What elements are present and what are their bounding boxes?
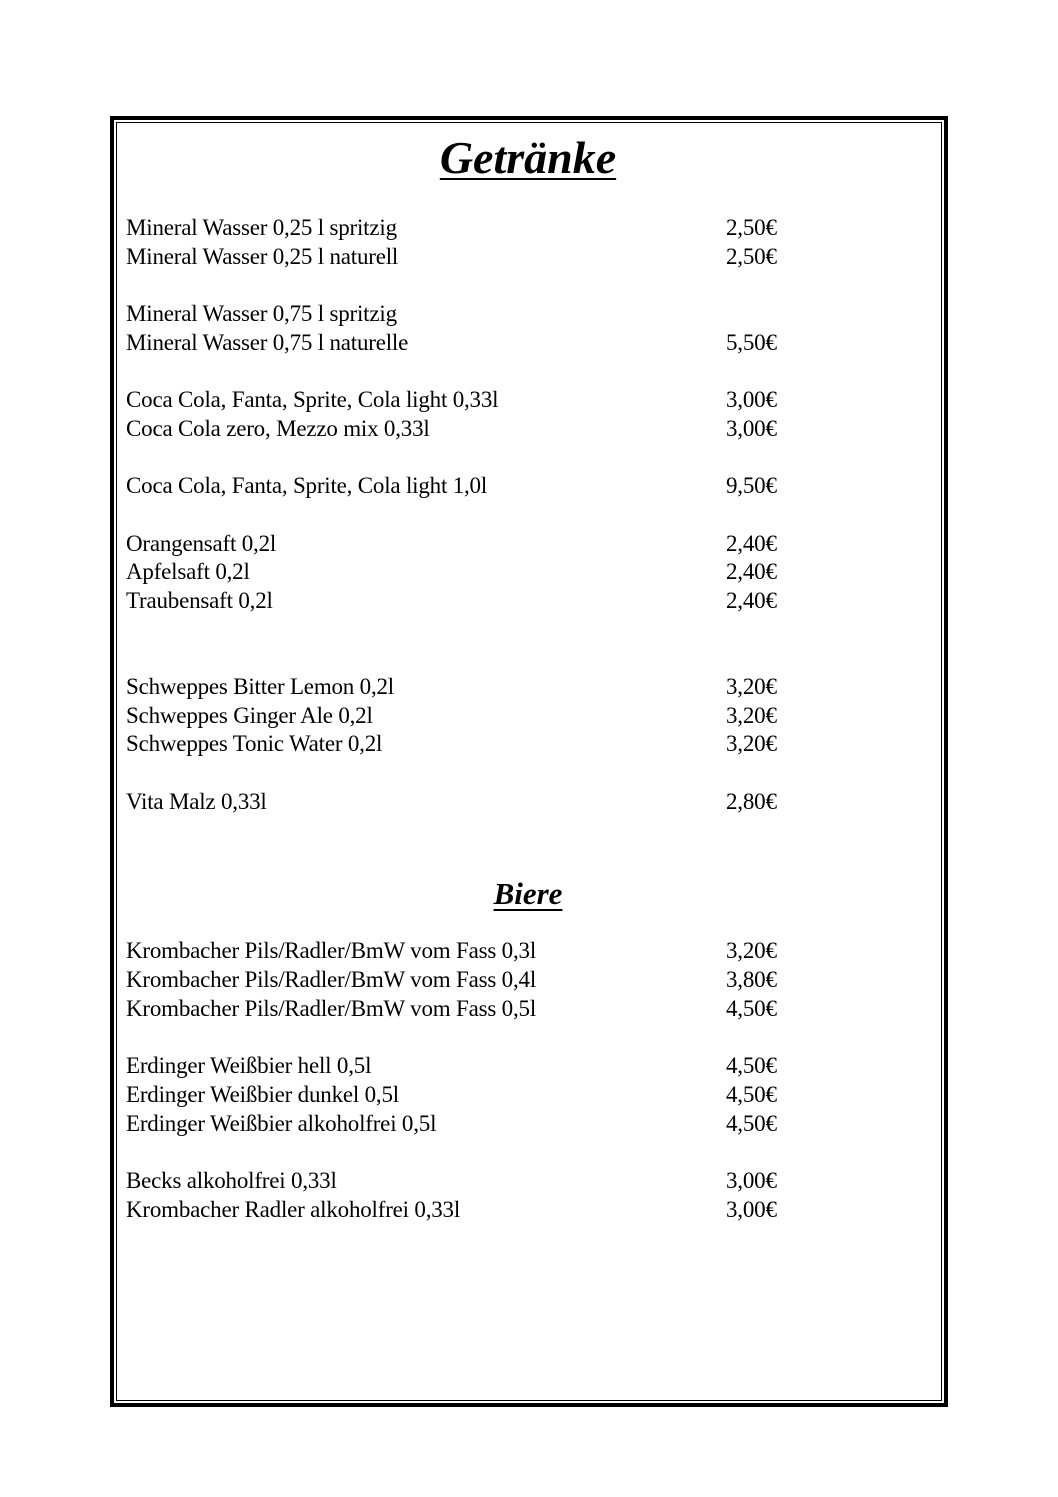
item-name: Schweppes Bitter Lemon 0,2l <box>126 674 394 700</box>
item-price: 3,20€ <box>726 938 777 964</box>
item-name: Erdinger Weißbier alkoholfrei 0,5l <box>126 1110 437 1136</box>
menu-item <box>126 1110 826 1139</box>
beers-title: Biere <box>493 876 563 912</box>
menu-item <box>126 587 826 616</box>
item-price: 3,20€ <box>726 674 777 700</box>
spacer <box>126 189 826 214</box>
item-name: Apfelsaft 0,2l <box>126 559 250 585</box>
drinks-group <box>126 472 826 501</box>
item-price: 9,50€ <box>726 473 777 499</box>
item-name: Krombacher Pils/Radler/BmW vom Fass 0,4l <box>126 967 537 993</box>
item-price: 3,20€ <box>726 702 777 728</box>
menu-item <box>126 386 826 415</box>
item-name: Erdinger Weißbier dunkel 0,5l <box>126 1081 399 1107</box>
item-name: Mineral Wasser 0,25 l spritzig <box>126 215 397 240</box>
menu-item <box>126 995 826 1024</box>
drinks-group <box>126 530 826 616</box>
menu-item <box>126 415 826 444</box>
menu-item <box>126 788 826 817</box>
menu-item <box>126 300 826 329</box>
item-price: 4,50€ <box>726 1053 777 1079</box>
item-price: 3,20€ <box>726 731 777 757</box>
item-name: Krombacher Radler alkoholfrei 0,33l <box>126 1196 461 1222</box>
spacer <box>126 501 826 530</box>
item-name: Coca Cola, Fanta, Sprite, Cola light 1,0l <box>126 473 488 499</box>
menu-item <box>126 558 826 587</box>
item-price: 3,80€ <box>726 967 777 993</box>
item-name: Krombacher Pils/Radler/BmW vom Fass 0,3l <box>126 938 537 964</box>
drinks-group <box>126 214 826 271</box>
item-name: Becks alkoholfrei 0,33l <box>126 1167 337 1193</box>
item-price: 3,00€ <box>726 1167 777 1193</box>
drinks-title: Getränke <box>439 132 617 183</box>
menu-item <box>126 214 826 243</box>
item-price: 4,50€ <box>726 1081 777 1107</box>
spacer <box>126 816 826 874</box>
item-price: 2,80€ <box>726 788 777 814</box>
item-price: 2,50€ <box>726 215 777 240</box>
item-price: 2,40€ <box>726 587 777 613</box>
menu-item <box>126 966 826 995</box>
item-price: 4,50€ <box>726 1110 777 1136</box>
item-name: Coca Cola, Fanta, Sprite, Cola light 0,33l <box>126 387 499 413</box>
menu-item <box>126 329 826 358</box>
item-name: Orangensaft 0,2l <box>126 530 277 556</box>
item-price: 2,50€ <box>726 243 777 269</box>
spacer <box>126 759 826 788</box>
spacer <box>126 1024 826 1053</box>
spacer <box>126 444 826 473</box>
spacer <box>126 357 826 386</box>
item-name: Coca Cola zero, Mezzo mix 0,33l <box>126 415 430 441</box>
item-price: 3,00€ <box>726 415 777 441</box>
menu-item <box>126 472 826 501</box>
drinks-group <box>126 386 826 443</box>
item-name: Mineral Wasser 0,75 l naturelle <box>126 329 409 355</box>
beers-group <box>126 1167 826 1224</box>
spacer <box>126 616 826 673</box>
item-name: Traubensaft 0,2l <box>126 587 273 613</box>
spacer <box>126 1138 826 1167</box>
item-price: 4,50€ <box>726 995 777 1021</box>
drinks-group <box>126 673 826 759</box>
item-price: 2,40€ <box>726 530 777 556</box>
drinks-group <box>126 788 826 817</box>
menu-item <box>126 730 826 759</box>
beers-group <box>126 937 826 1023</box>
item-name: Mineral Wasser 0,75 l spritzig <box>126 301 397 327</box>
beers-group <box>126 1052 826 1138</box>
menu-content <box>126 125 826 1224</box>
spacer <box>126 914 826 937</box>
menu-item <box>126 530 826 559</box>
item-name: Schweppes Ginger Ale 0,2l <box>126 702 373 728</box>
drinks-group <box>126 300 826 357</box>
item-name: Krombacher Pils/Radler/BmW vom Fass 0,5l <box>126 995 537 1021</box>
menu-item <box>126 1196 826 1225</box>
menu-item <box>126 937 826 966</box>
menu-item <box>126 702 826 731</box>
item-name: Mineral Wasser 0,25 l naturell <box>126 243 399 269</box>
item-price: 5,50€ <box>726 329 777 355</box>
item-price: 3,00€ <box>726 1196 777 1222</box>
menu-item <box>126 1052 826 1081</box>
menu-item <box>126 1167 826 1196</box>
menu-item <box>126 1081 826 1110</box>
menu-item <box>126 243 826 272</box>
spacer <box>126 271 826 300</box>
item-name: Erdinger Weißbier hell 0,5l <box>126 1053 372 1079</box>
item-name: Vita Malz 0,33l <box>126 788 267 814</box>
item-price: 3,00€ <box>726 387 777 413</box>
menu-item <box>126 673 826 702</box>
item-price: 2,40€ <box>726 559 777 585</box>
item-name: Schweppes Tonic Water 0,2l <box>126 731 383 757</box>
